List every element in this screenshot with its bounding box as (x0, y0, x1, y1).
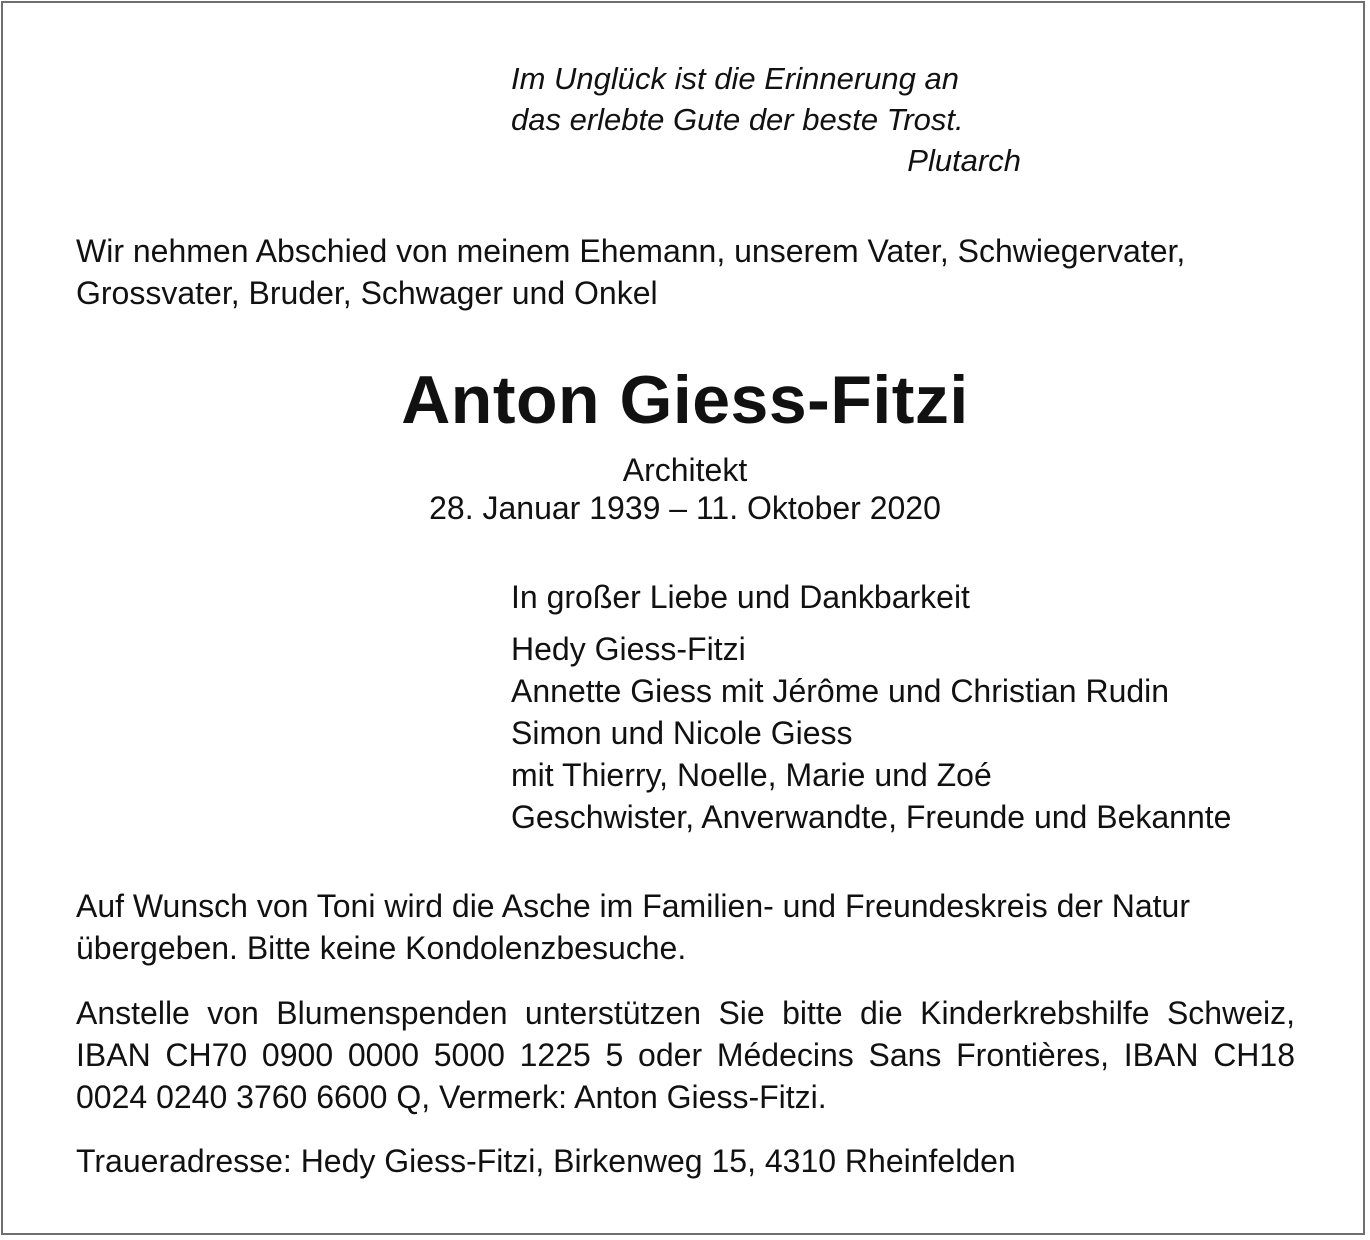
mourner-entry: Hedy Giess-Fitzi (511, 631, 746, 667)
epigraph-quote (511, 58, 1021, 181)
mourner-entry: Geschwister, Anverwandte, Freunde und Bekannte (511, 799, 1232, 835)
mourners-heading: In großer Liebe und Dankbarkeit (511, 579, 970, 615)
mourning-address: Traueradresse: Hedy Giess-Fitzi, Birkenweg 15, 4310 Rheinfelden (76, 1143, 1016, 1179)
donation-request: Anstelle von Blumenspenden unterstützen Sie bitte die Kinderkrebshilfe Schweiz, IBAN CH70 0900 0000 5000 1225 5 oder Médecins Sans Frontières, IBAN CH18 0024 0240 3760 6600 Q, Vermerk: Anton Giess-Fitzi. (76, 995, 1295, 1115)
funeral-notice: Auf Wunsch von Toni wird die Asche im Familien- und Freundeskreis der Natur übergeben. Bitte keine Kondolenzbesuche. (76, 888, 1190, 966)
mourner-entry: mit Thierry, Noelle, Marie und Zoé (511, 757, 992, 793)
quote-author: Plutarch (907, 143, 1021, 178)
deceased-profession: Architekt (622, 452, 748, 488)
quote-line: das erlebte Gute der beste Trost. (511, 102, 964, 137)
mourners-block (511, 576, 1231, 838)
mourner-entry: Simon und Nicole Giess (511, 715, 853, 751)
mourner-entry: Annette Giess mit Jérôme und Christian Rudin (511, 673, 1170, 709)
life-dates: 28. Januar 1939 – 11. Oktober 2020 (429, 490, 941, 526)
farewell-intro: Wir nehmen Abschied von meinem Ehemann, unserem Vater, Schwiegervater, Grossvater, Bruder, Schwager und Onkel (76, 233, 1186, 311)
quote-line: Im Unglück ist die Erinnerung an (511, 61, 960, 96)
deceased-name: Anton Giess-Fitzi (401, 362, 969, 438)
